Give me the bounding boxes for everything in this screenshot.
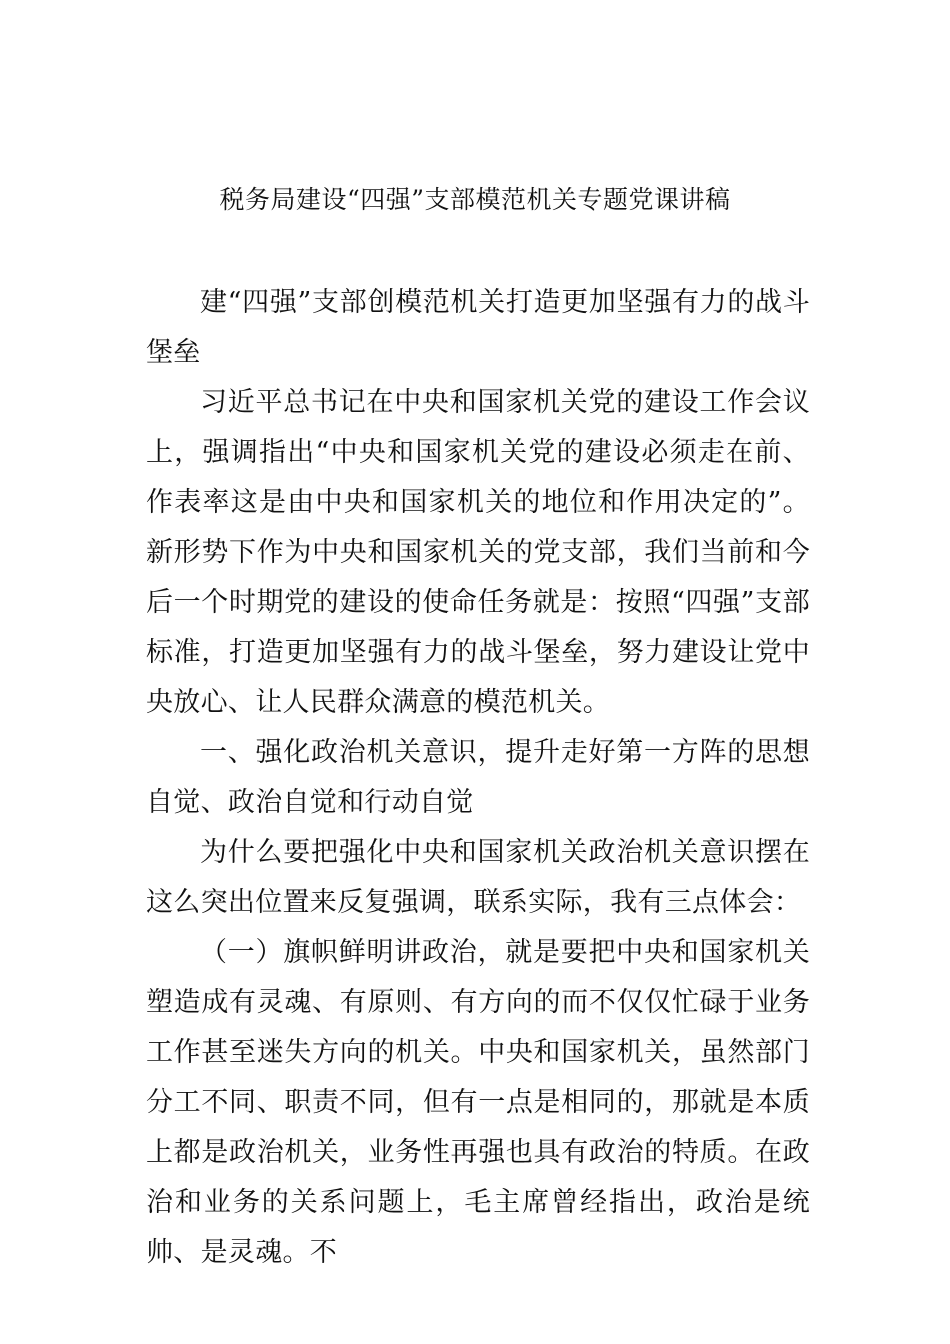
body-paragraph: 为什么要把强化中央和国家机关政治机关意识摆在这么突出位置来反复强调，联系实际，我有三点体会： [146, 837, 810, 918]
body-paragraph: 习近平总书记在中央和国家机关党的建设工作会议上，强调指出“中央和国家机关党的建设必须走在前、作表率这是由中央和国家机关的地位和作用决定的”。新形势下作为中央和国家机关的党支部，我们当前和今后一个时期党的建设的使命任务就是：按照“四强”支部标准，打造更加坚强有力的战斗堡垒，努力建设让党中央放心、让人民群众满意的模范机关。 [146, 387, 810, 718]
subtitle-paragraph: 建“四强”支部创模范机关打造更加坚强有力的战斗堡垒 [146, 287, 810, 368]
document-body [146, 278, 810, 1278]
body-paragraph: （一）旗帜鲜明讲政治，就是要把中央和国家机关塑造成有灵魂、有原则、有方向的而不仅仅忙碌于业务工作甚至迷失方向的机关。中央和国家机关，虽然部门分工不同、职责不同，但有一点是相同的，那就是本质上都是政治机关，业务性再强也具有政治的特质。在政治和业务的关系问题上，毛主席曾经指出，政治是统帅、是灵魂。不 [146, 937, 810, 1268]
section-heading-paragraph: 一、强化政治机关意识，提升走好第一方阵的思想自觉、政治自觉和行动自觉 [146, 737, 810, 818]
document-title: 税务局建设“四强”支部模范机关专题党课讲稿 [219, 185, 731, 214]
